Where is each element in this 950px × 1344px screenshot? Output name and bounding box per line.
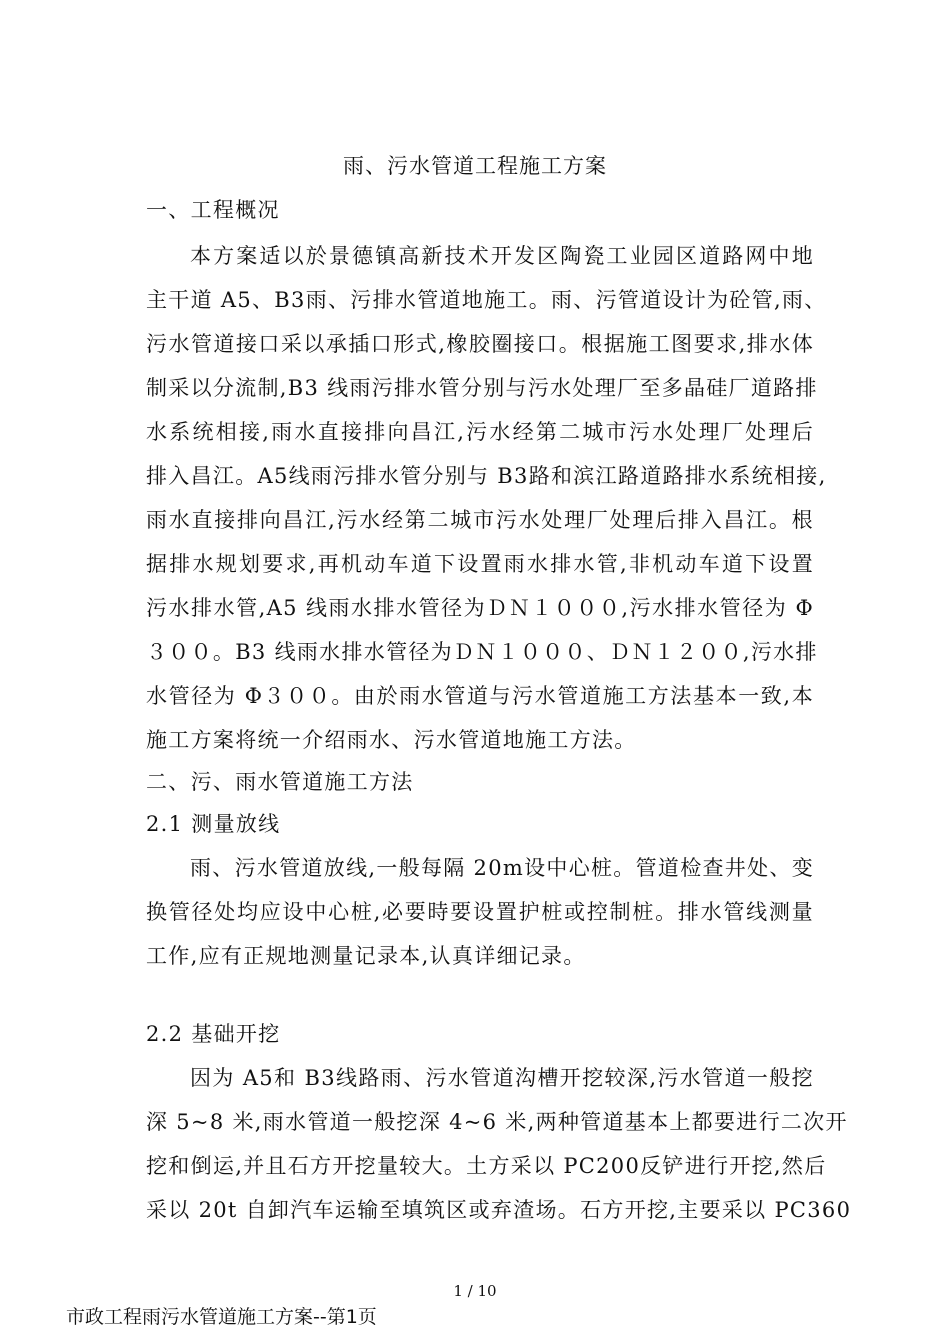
paragraph-line: 工作,应有正规地测量记录本,认真详细记录。 bbox=[146, 944, 586, 968]
page-footer: 市政工程雨污水管道施工方案--第1页 bbox=[66, 1306, 377, 1328]
paragraph-line: 雨、污水管道放线,一般每隔 20m设中心桩。管道检查井处、变 bbox=[190, 856, 814, 880]
paragraph-line: 排入昌江。A5线雨污排水管分别与 B3路和滨江路道路排水系统相接, bbox=[146, 464, 827, 488]
subsection-heading: 2.2 基础开挖 bbox=[146, 1022, 281, 1046]
paragraph-line: 深 5~8 米,雨水管道一般挖深 4~6 米,两种管道基本上都要进行二次开 bbox=[146, 1110, 848, 1134]
paragraph-line: 换管径处均应设中心桩,必要時要设置护桩或控制桩。排水管线测量 bbox=[146, 900, 814, 924]
paragraph-line: 污水管道接口采以承插口形式,橡胶圈接口。根据施工图要求,排水体 bbox=[146, 332, 814, 356]
paragraph-line: 雨水直接排向昌江,污水经第二城市污水处理厂处理后排入昌江。根 bbox=[146, 508, 814, 532]
paragraph-line: 水管径为 Φ３００。由於雨水管道与污水管道施工方法基本一致,本 bbox=[146, 684, 814, 708]
section-heading: 二、污、雨水管道施工方法 bbox=[146, 770, 414, 794]
document-title: 雨、污水管道工程施工方案 bbox=[343, 154, 607, 178]
paragraph-line: 水系统相接,雨水直接排向昌江,污水经第二城市污水处理厂处理后 bbox=[146, 420, 814, 444]
paragraph-line: 挖和倒运,并且石方开挖量较大。土方采以 PC200反铲进行开挖,然后 bbox=[146, 1154, 827, 1178]
page-number: 1 / 10 bbox=[453, 1282, 497, 1300]
paragraph-line: 主干道 A5、B3雨、污排水管道地施工。雨、污管道设计为砼管,雨、 bbox=[146, 288, 827, 312]
paragraph-line: 采以 20t 自卸汽车运输至填筑区或弃渣场。石方开挖,主要采以 PC360 bbox=[146, 1198, 852, 1222]
paragraph-line: 本方案适以於景德镇高新技术开发区陶瓷工业园区道路网中地 bbox=[190, 244, 814, 268]
subsection-heading: 2.1 测量放线 bbox=[146, 812, 281, 836]
paragraph-line: 施工方案将统一介绍雨水、污水管道地施工方法。 bbox=[146, 728, 637, 752]
paragraph-line: 据排水规划要求,再机动车道下设置雨水排水管,非机动车道下设置 bbox=[146, 552, 814, 576]
paragraph-line: 制采以分流制,B3 线雨污排水管分别与污水处理厂至多晶硅厂道路排 bbox=[146, 376, 818, 400]
paragraph-line: 污水排水管,A5 线雨水排水管径为ＤＮ１０００,污水排水管径为 Φ bbox=[146, 596, 814, 620]
paragraph-line: 因为 A5和 B3线路雨、污水管道沟槽开挖较深,污水管道一般挖 bbox=[190, 1066, 814, 1090]
section-heading: 一、工程概况 bbox=[146, 198, 280, 222]
paragraph-line: ３００。B3 线雨水排水管径为ＤＮ１０００、ＤＮ１２００,污水排 bbox=[146, 640, 818, 664]
